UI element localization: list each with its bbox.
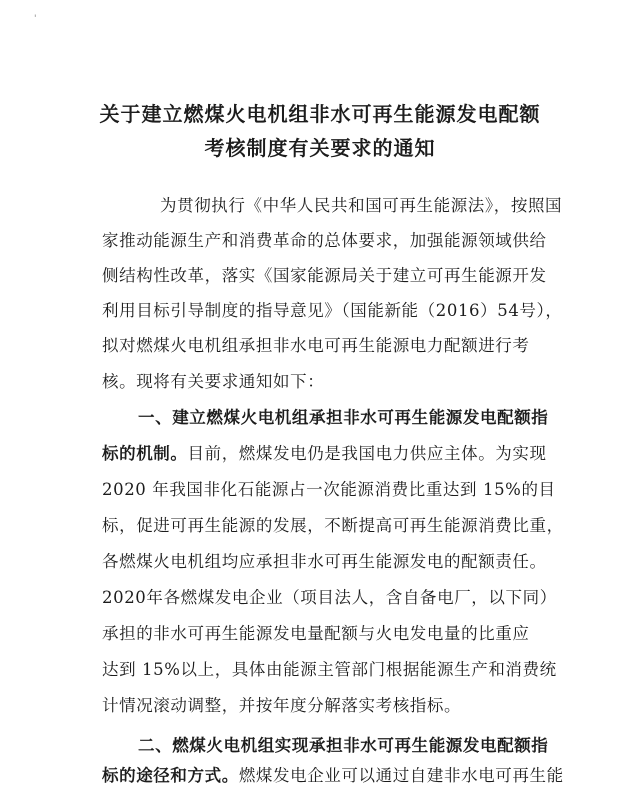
section-2-heading-end: 标的途径和方式。 [102, 766, 239, 785]
body-line: 为贯彻执行《中华人民共和国可再生能源法》，按照国 [160, 196, 563, 215]
body-line: 家推动能源生产和消费革命的总体要求，加强能源领域供给 [102, 231, 547, 250]
body-line: 利用目标引导制度的指导意见》（国能新能（2016）54号）， [102, 301, 563, 320]
body-line: 承担的非水可再生能源发电量配额与火电发电量的比重应 [102, 624, 530, 643]
body-line: 2020年各燃煤发电企业（项目法人，含自备电厂，以下同） [102, 588, 557, 607]
section-1-heading: 一、建立燃煤火电机组承担非水可再生能源发电配额指 [138, 408, 549, 427]
document-title-line-1: 关于建立燃煤火电机组非水可再生能源发电配额 [99, 102, 541, 126]
section-1-text: 目前，燃煤发电仍是我国电力供应主体。为实现 [187, 444, 547, 463]
section-2-line [102, 762, 564, 786]
section-1-heading-end: 标的机制。 [102, 444, 188, 463]
section-1-line [102, 440, 547, 464]
body-line: 侧结构性改革，落实《国家能源局关于建立可再生能源开发 [102, 266, 547, 285]
body-line: 拟对燃煤火电机组承担非水电可再生能源电力配额进行考 [102, 336, 530, 355]
body-line: 2020 年我国非化石能源占一次能源消费比重达到 15%的目 [102, 480, 556, 499]
body-line: 计情况滚动调整，并按年度分解落实考核指标。 [102, 696, 462, 715]
body-line: 标，促进可再生能源的发展，不断提高可再生能源消费比重， [102, 516, 564, 535]
body-line: 达到 15%以上，具体由能源主管部门根据能源生产和消费统 [102, 660, 557, 679]
section-2-text: 燃煤发电企业可以通过自建非水电可再生能 [238, 766, 564, 785]
section-2-heading: 二、燃煤火电机组实现承担非水可再生能源发电配额指 [138, 736, 549, 755]
body-line: 核。现将有关要求通知如下： [102, 372, 325, 391]
body-line: 各燃煤火电机组均应承担非水可再生能源发电的配额责任。 [102, 552, 547, 571]
document-title-line-2: 考核制度有关要求的通知 [204, 136, 436, 160]
scan-mark: ' [34, 14, 37, 24]
